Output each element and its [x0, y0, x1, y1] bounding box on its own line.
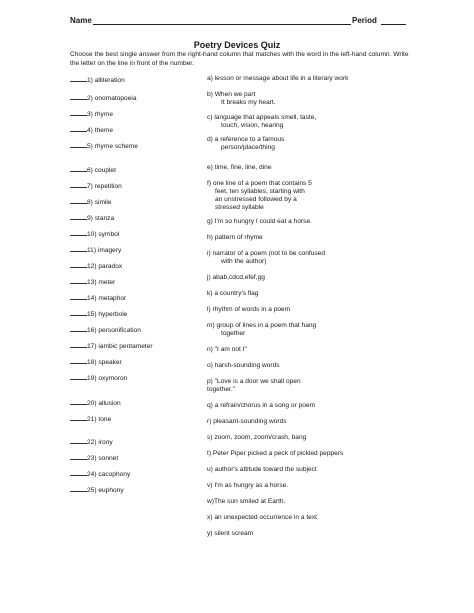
answer-blank[interactable]: [70, 109, 87, 116]
answer-option-line: e) time, fine, line, dine: [207, 164, 272, 171]
answer-blank[interactable]: [70, 309, 87, 316]
answer-option: [207, 75, 407, 83]
question-row: [70, 213, 114, 223]
question-label: 1) alliteration: [87, 77, 125, 84]
answer-option-line: l) rhythm of words in a poem: [207, 306, 291, 313]
answer-option-line: i) narrator of a poem (not to be confused: [207, 250, 326, 257]
question-row: [70, 181, 122, 191]
answer-blank[interactable]: [70, 197, 87, 204]
answer-option-line: y) silent scream: [207, 530, 254, 537]
answer-blank[interactable]: [70, 213, 87, 220]
answer-option-line: n) "I am not I": [207, 346, 247, 353]
answer-option: [207, 234, 407, 242]
answer-blank[interactable]: [70, 277, 87, 284]
answer-option: [207, 91, 407, 107]
answer-blank[interactable]: [70, 437, 87, 444]
answer-blank[interactable]: [70, 125, 87, 132]
question-label: 21) tone: [87, 416, 112, 423]
answer-option: [207, 418, 407, 426]
question-label: 16) personification: [87, 327, 141, 334]
answer-option-line: stressed syllable: [215, 204, 264, 211]
answer-blank[interactable]: [70, 453, 87, 460]
answer-option-line: q) a refrain/chorus in a song or poem: [207, 402, 316, 409]
answer-option-line: s) zoom, zoom, zoom/crash, bang: [207, 434, 307, 441]
answer-option: [207, 136, 407, 152]
answer-option-line: with the author): [221, 258, 267, 265]
answer-option-line: j) abab,cdcd,efef,gg: [207, 274, 265, 281]
question-label: 12) paradox: [87, 263, 123, 270]
answer-option: [207, 362, 407, 370]
answer-blank[interactable]: [70, 245, 87, 252]
answer-option: [207, 274, 407, 282]
answer-option-line: v) I'm as hungry as a horse.: [207, 482, 289, 489]
answer-option-line: person/place/thing: [221, 144, 275, 151]
answer-blank[interactable]: [70, 293, 87, 300]
name-field[interactable]: [93, 24, 351, 25]
name-label: Name: [70, 16, 92, 25]
answer-option: [207, 450, 407, 458]
question-row: [70, 293, 126, 303]
question-row: [70, 109, 113, 119]
question-row: [70, 141, 138, 151]
answer-blank[interactable]: [70, 398, 87, 405]
answer-option: [207, 378, 407, 394]
question-label: 14) metaphor: [87, 295, 127, 302]
answer-option-line: d) a reference to a famous: [207, 136, 285, 143]
page-title: Poetry Devices Quiz: [193, 40, 281, 50]
answer-option-line: o) harsh-sounding words: [207, 362, 280, 369]
answer-option-line: It breaks my heart.: [221, 99, 276, 106]
answer-option-line: g) I'm so hungry I could eat a horse.: [207, 218, 312, 225]
question-row: [70, 469, 130, 479]
answer-option-line: feet, ten syllables, starting with: [215, 188, 305, 195]
answer-option-line: r) pleasant-sounding words: [207, 418, 287, 425]
period-label: Period: [352, 16, 377, 25]
answer-option-line: together: [221, 330, 246, 337]
question-row: [70, 485, 124, 495]
question-row: [70, 414, 111, 424]
question-label: 17) iambic pentameter: [87, 343, 153, 350]
answer-option: [207, 402, 407, 410]
answer-option-line: x) an unexpected occurrence in a text: [207, 514, 317, 521]
answer-blank[interactable]: [70, 229, 87, 236]
answer-option: [207, 482, 407, 490]
question-label: 22) irony: [87, 439, 113, 446]
answer-blank[interactable]: [70, 469, 87, 476]
question-label: 25) euphony: [87, 487, 124, 494]
answer-option-line: t) Peter Piper picked a peck of pickled peppers: [207, 450, 344, 457]
answer-option: [207, 114, 407, 130]
question-row: [70, 357, 122, 367]
answer-option-line: m) group of lines in a poem that hang: [207, 322, 317, 329]
answer-option: [207, 306, 407, 314]
answer-option: [207, 498, 407, 506]
answer-blank[interactable]: [70, 373, 87, 380]
answer-blank[interactable]: [70, 141, 87, 148]
question-label: 11) imagery: [87, 247, 122, 254]
answer-blank[interactable]: [70, 93, 87, 100]
instructions: Choose the best single answer from the right-hand column that matches with the word in the left-hand column. Write the letter on the line in front of the number.: [70, 51, 409, 67]
answer-option: [207, 466, 407, 474]
question-row: [70, 165, 116, 175]
question-row: [70, 245, 121, 255]
answer-option: [207, 290, 407, 298]
question-row: [70, 261, 122, 271]
answer-blank[interactable]: [70, 325, 87, 332]
question-label: 7) repetition: [87, 183, 122, 190]
answer-option-line: k) a country's flag: [207, 290, 259, 297]
question-row: [70, 277, 115, 287]
answer-option-line: f) one line of a poem that contains 5: [207, 180, 312, 187]
question-label: 3) rhyme: [87, 111, 114, 118]
answer-blank[interactable]: [70, 414, 87, 421]
answer-option-line: h) pattern of rhyme: [207, 234, 263, 241]
answer-option-line: b) When we part: [207, 91, 256, 98]
question-row: [70, 309, 127, 319]
answer-option-line: u) author's attitude toward the subject: [207, 466, 317, 473]
answer-option-line: touch, vision, hearing: [221, 122, 284, 129]
answer-option: [207, 322, 407, 338]
question-row: [70, 229, 119, 239]
question-label: 6) couplet: [87, 167, 116, 174]
answer-option: [207, 530, 407, 538]
answer-option: [207, 346, 407, 354]
answer-blank[interactable]: [70, 181, 87, 188]
question-label: 9) stanza: [87, 215, 115, 222]
question-label: 4) theme: [87, 127, 114, 134]
question-label: 5) rhyme scheme: [87, 143, 138, 150]
question-label: 24) cacophony: [87, 471, 131, 478]
question-label: 19) oxymoron: [87, 375, 128, 382]
question-label: 23) sonnet: [87, 455, 119, 462]
answer-option: [207, 218, 407, 226]
question-row: [70, 437, 113, 447]
answer-option-line: w)The sun smiled at Earth.: [207, 498, 286, 505]
answer-option: [207, 514, 407, 522]
question-label: 8) simile: [87, 199, 112, 206]
question-row: [70, 75, 125, 85]
question-label: 2) onomatopoeia: [87, 95, 137, 102]
question-label: 20) allusion: [87, 400, 121, 407]
question-label: 15) hyperbole: [87, 311, 128, 318]
header-row: [70, 16, 406, 30]
answer-option-line: p) "Love is a door we shall open: [207, 378, 301, 385]
answer-option-line: an unstressed followed by a: [215, 196, 297, 203]
question-row: [70, 93, 137, 103]
answer-option-line: c) language that appeals smell, taste,: [207, 114, 317, 121]
answer-blank[interactable]: [70, 75, 87, 82]
question-label: 10) symbol: [87, 231, 120, 238]
question-label: 18) speaker: [87, 359, 122, 366]
question-row: [70, 197, 112, 207]
answer-blank[interactable]: [70, 261, 87, 268]
answer-blank[interactable]: [70, 357, 87, 364]
answer-option: [207, 250, 407, 266]
answer-option: [207, 180, 407, 212]
answer-option-line: together.": [207, 386, 236, 393]
question-row: [70, 373, 127, 383]
answer-blank[interactable]: [70, 485, 87, 492]
period-field[interactable]: [381, 24, 406, 25]
question-row: [70, 453, 118, 463]
question-row: [70, 398, 121, 408]
answer-option: [207, 434, 407, 442]
answer-option-line: a) lesson or message about life in a literary work: [207, 75, 349, 82]
answer-blank[interactable]: [70, 341, 87, 348]
question-row: [70, 325, 141, 335]
answer-blank[interactable]: [70, 165, 87, 172]
question-row: [70, 125, 113, 135]
question-label: 13) meter: [87, 279, 116, 286]
answer-option: [207, 164, 407, 172]
question-row: [70, 341, 153, 351]
